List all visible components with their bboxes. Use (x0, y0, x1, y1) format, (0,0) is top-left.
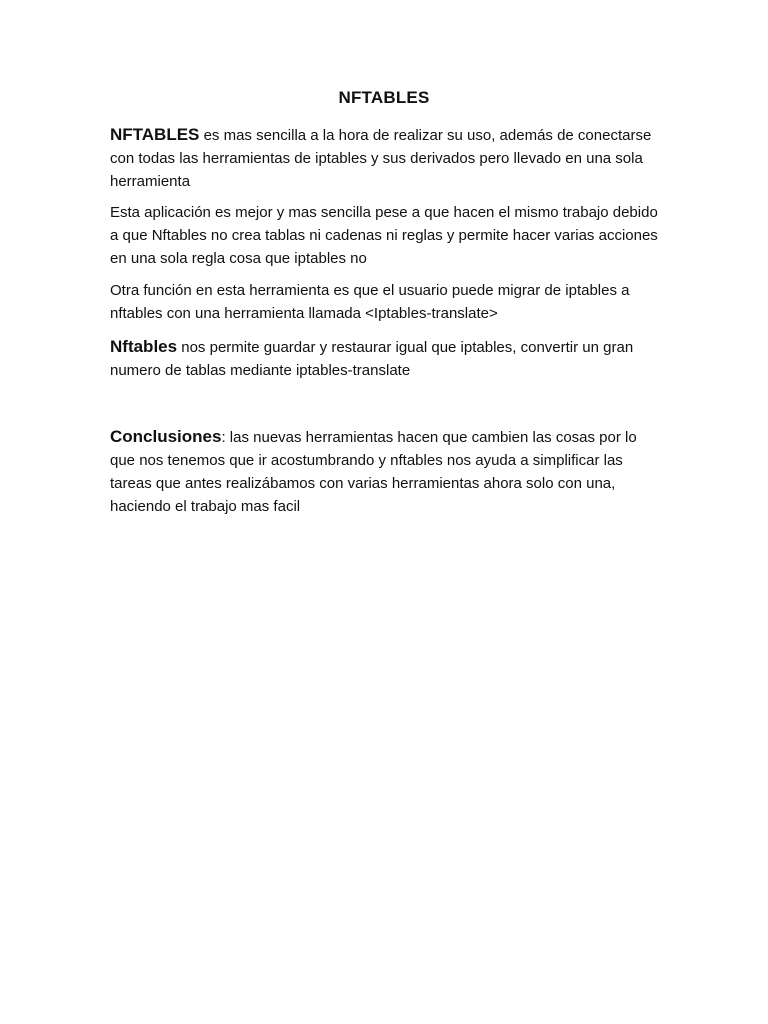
paragraph-text: nos permite guardar y restaurar igual que iptables, convertir un gran numero de tablas mediante iptables-translate (110, 339, 634, 379)
paragraph-text: es mas sencilla a la hora de realizar su uso, además de conectarse con todas las herramientas de iptables y sus derivados pero llevado en una sola herramienta (110, 127, 652, 190)
paragraph-conclusions (110, 425, 662, 518)
paragraph-text: : las nuevas herramientas hacen que cambien las cosas por lo que nos tenemos que ir acostumbrando y nftables nos ayuda a simplificar las tareas que antes realizábamos con varias herramientas ahora solo con una, haciendo el trabajo mas facil (110, 429, 637, 515)
document-title: NFTABLES (338, 88, 430, 107)
paragraph-migration (110, 279, 662, 325)
paragraph-lead: Conclusiones (110, 427, 222, 446)
paragraph-intro (110, 123, 662, 193)
paragraph-comparison (110, 201, 662, 270)
paragraph-features (110, 335, 662, 382)
paragraph-lead: Nftables (110, 337, 178, 356)
paragraph-lead: NFTABLES (110, 125, 200, 144)
paragraph-text: Otra función en esta herramienta es que el usuario puede migrar de iptables a nftables con una herramienta llamada <Iptables-translate> (110, 282, 630, 322)
paragraph-text: Esta aplicación es mejor y mas sencilla pese a que hacen el mismo trabajo debido a que Nftables no crea tablas ni cadenas ni reglas y permite hacer varias acciones en una sola regla cosa que iptables no (110, 204, 658, 267)
